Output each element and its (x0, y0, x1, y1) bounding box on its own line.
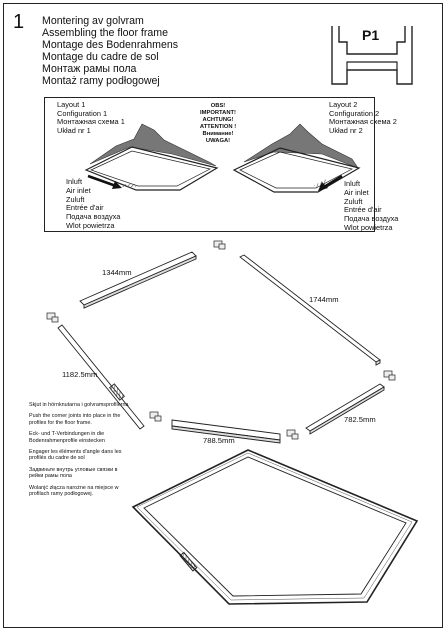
instruction-page (3, 3, 443, 628)
air-inlet-line: Inluft (344, 179, 361, 188)
step-number: 1 (13, 11, 25, 33)
air-inlet-line: Entrée d'air (66, 203, 104, 213)
layout-2-wall-icon (244, 124, 358, 168)
air-inlet-marker (180, 552, 197, 571)
instruction-en: Push the corner joints into place in the profiles for the floor frame. (29, 413, 121, 426)
air-inlet-line: Air inlet (66, 185, 91, 195)
corner-joint-icon (214, 241, 225, 249)
instruction-sv: Skjut in hörnknutarna i golvramsprofilerna (29, 402, 129, 408)
profile-782 (306, 384, 384, 434)
warning-line: IMPORTANT! (200, 110, 236, 116)
instructions-text (29, 402, 129, 502)
corner-joint-icon (384, 371, 395, 380)
corner-joint-icon (150, 412, 161, 421)
warning-line: Внимание! (202, 131, 234, 137)
instruction-ru: Задвиньте внутрь угловые связки в рейки рамы пола (29, 466, 118, 480)
layout-2-line: Configuration 2 (329, 108, 380, 118)
warning-line: OBS! (210, 103, 226, 109)
corner-joint-icon (47, 313, 58, 322)
air-inlet-line: Wlot powietrza (66, 220, 115, 230)
arrow-icon (318, 176, 342, 191)
instruction-de: Eck- und T-Verbindungen in die Bodenrahmenprofile einstecken (29, 431, 105, 444)
warning-line: ATTENTION ! (199, 124, 237, 130)
air-inlet-marker (122, 184, 136, 187)
dimension-label: 788.5mm (203, 436, 235, 445)
assembly-illustration (4, 4, 444, 629)
dimension-label: 782.5mm (344, 415, 376, 424)
layout-1-line: Монтажная схема 1 (57, 117, 125, 127)
air-inlet-line: Air inlet (344, 187, 369, 197)
layout-1-line: Układ nr 1 (57, 125, 91, 135)
corner-joint-icon (287, 430, 298, 439)
layout-1-line: Layout 1 (57, 100, 86, 109)
air-inlet-line: Подача воздуха (344, 214, 399, 224)
title-fr: Montage du cadre de sol (42, 51, 159, 63)
profile-label: P1 (362, 27, 380, 43)
title-pl: Montaż ramy podłogowej (42, 75, 160, 87)
warning-line: ACHTUNG! (202, 117, 234, 123)
warning-line: UWAGA! (205, 138, 231, 144)
air-inlet-line: Wlot powietrza (344, 222, 393, 232)
air-inlet-line: Inluft (66, 177, 83, 186)
layout-2-line: Układ nr 2 (329, 125, 363, 135)
air-inlet-line: Zuluft (66, 194, 85, 204)
title-en: Assembling the floor frame (42, 27, 169, 39)
title-de: Montage des Bodenrahmens (42, 39, 179, 51)
layout-2-line: Layout 2 (329, 100, 358, 109)
layout-2-line: Монтажная схема 2 (329, 117, 397, 127)
air-inlet-line: Zuluft (344, 196, 363, 206)
title-sv: Montering av golvram (42, 15, 144, 27)
instruction-pl: Wolanjć złącza narożne na miejsce w profilach ramy podłogowej. (29, 484, 119, 498)
instruction-fr: Engager les éléments d'angle dans les profilés du cadre de sol (29, 449, 122, 462)
profile-1344 (80, 252, 196, 308)
dimension-label: 1182.5mm (62, 370, 98, 379)
dimension-label: 1344mm (102, 268, 132, 277)
layout-1-line: Configuration 1 (57, 108, 108, 118)
title-ru: Монтаж рамы пола (42, 63, 137, 75)
assembled-floor-frame (133, 450, 417, 604)
air-inlet-line: Entrée d'air (344, 205, 382, 215)
layout-1-wall-icon (90, 124, 216, 166)
dimension-label: 1744mm (309, 295, 339, 304)
air-inlet-line: Подача воздуха (66, 212, 121, 222)
profile-1744 (240, 255, 380, 365)
